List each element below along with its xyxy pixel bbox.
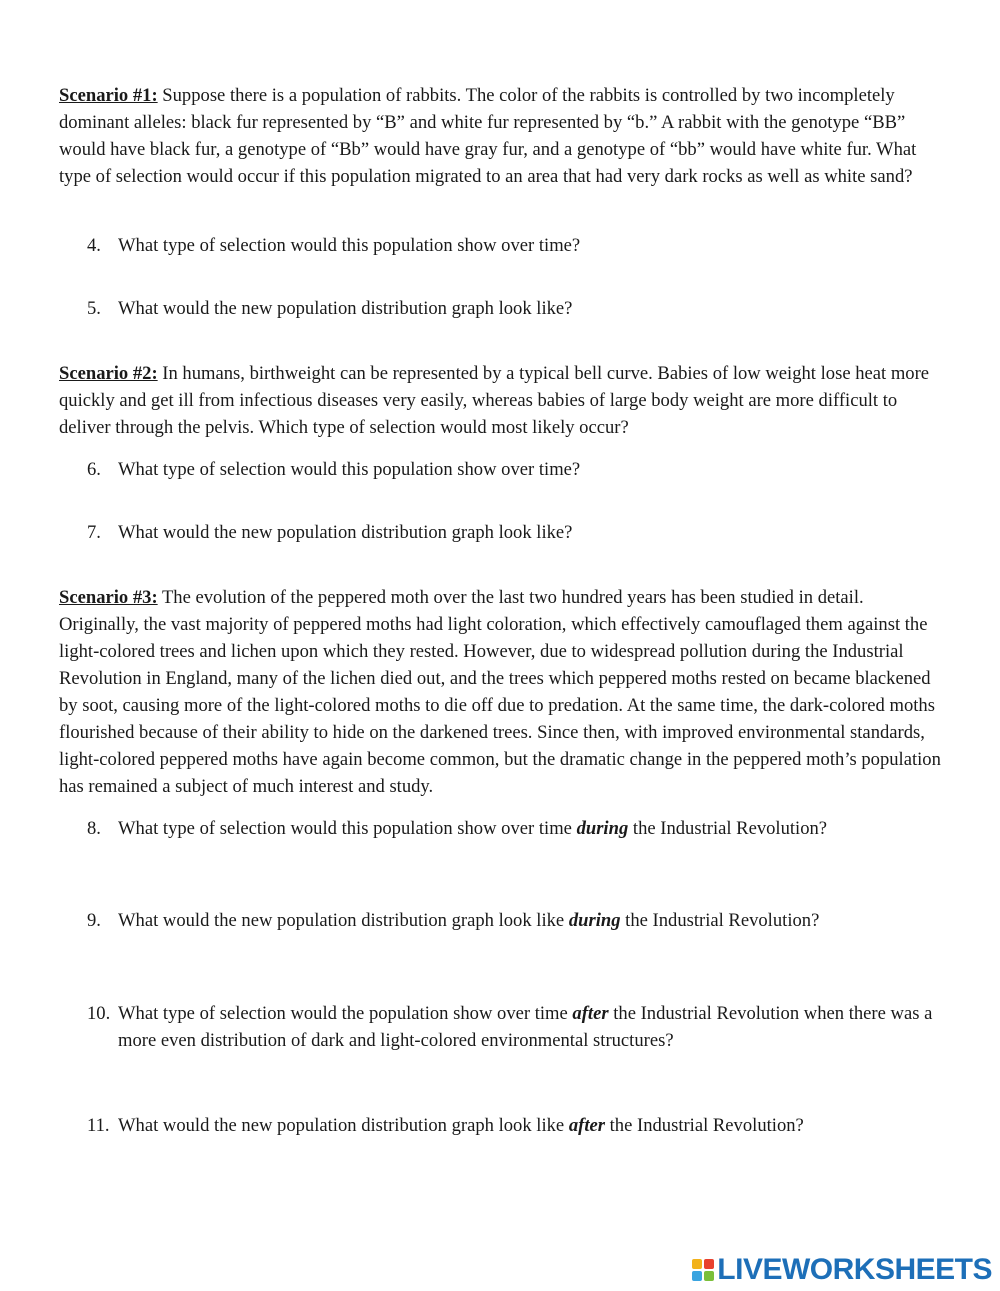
question-number: 10.: [87, 1003, 111, 1024]
logo-tile: [704, 1259, 714, 1269]
question-6: [87, 456, 937, 483]
emphasis-after: after: [568, 1115, 605, 1136]
question-number: 8.: [87, 818, 101, 839]
question-text: What type of selection would this population show over time?: [118, 235, 581, 256]
scenario-3-text: The evolution of the peppered moth over the last two hundred years has been studied in detail. Originally, the vast majority of peppered moths had light coloration, which effectively camouflaged them against the light-colored trees and lichen upon which they rested. However, due to widespread pollution during the Industrial Revolution in England, many of the lichen died out, and the trees which peppered moths rested on became blackened by soot, causing more of the light-colored moths to die off due to predation. At the same time, the dark-colored moths flourished because of their ability to hide on the darkened trees. Since then, with improved environmental standards, light-colored peppered moths have again become common, but the dramatic change in the peppered moth’s population has remained a subject of much interest and study.: [59, 587, 941, 797]
scenario-1-label: Scenario #1:: [59, 85, 158, 106]
question-5: [87, 295, 937, 322]
emphasis-during: during: [576, 818, 629, 839]
question-9: [87, 907, 937, 934]
question-number: 6.: [87, 459, 101, 480]
question-text: What type of selection would the population show over time after the Industrial Revolution when there was a more even distribution of dark and light-colored environmental structures?: [118, 1003, 933, 1051]
logo-tile: [692, 1259, 702, 1269]
question-10: [87, 1000, 937, 1054]
scenario-1-text: Suppose there is a population of rabbits. The color of the rabbits is controlled by two incompletely dominant alleles: black fur represented by “B” and white fur represented by “b.” A rabbit with the genotype “BB” would have black fur, a genotype of “Bb” would have gray fur, and a genotype of “bb” would have white fur. What type of selection would occur if this population migrated to an area that had very dark rocks as well as white sand?: [59, 85, 917, 187]
scenario-2-text: In humans, birthweight can be represented by a typical bell curve. Babies of low weight lose heat more quickly and get ill from infectious diseases very easily, whereas babies of large body weight are more difficult to deliver through the pelvis. Which type of selection would most likely occur?: [59, 363, 930, 438]
question-text: What type of selection would this population show over time during the Industrial Revolution?: [118, 818, 828, 839]
question-4: [87, 232, 937, 259]
question-number: 9.: [87, 910, 101, 931]
question-text: What would the new population distribution graph look like?: [118, 298, 573, 319]
scenario-2-label: Scenario #2:: [59, 363, 158, 384]
question-text: What would the new population distribution graph look like?: [118, 522, 573, 543]
question-8: [87, 815, 937, 842]
question-number: 4.: [87, 235, 101, 256]
logo-tiles-icon: [692, 1259, 714, 1281]
logo-tile: [692, 1271, 702, 1281]
liveworksheets-logo[interactable]: [692, 1254, 992, 1286]
question-number: 7.: [87, 522, 101, 543]
question-number: 5.: [87, 298, 101, 319]
question-text: What would the new population distribution graph look like after the Industrial Revolution?: [118, 1115, 804, 1136]
question-11: [87, 1112, 937, 1139]
scenario-1-paragraph: [59, 82, 943, 190]
scenario-3-label: Scenario #3:: [59, 587, 158, 608]
question-7: [87, 519, 937, 546]
question-text: What would the new population distribution graph look like during the Industrial Revolution?: [118, 910, 820, 931]
emphasis-after: after: [572, 1003, 609, 1024]
question-text: What type of selection would this population show over time?: [118, 459, 581, 480]
scenario-2-paragraph: [59, 360, 943, 441]
scenario-3-paragraph: [59, 584, 943, 800]
logo-tile: [704, 1271, 714, 1281]
logo-wordmark: LIVEWORKSHEETS: [717, 1253, 992, 1286]
emphasis-during: during: [568, 910, 621, 931]
question-number: 11.: [87, 1115, 110, 1136]
